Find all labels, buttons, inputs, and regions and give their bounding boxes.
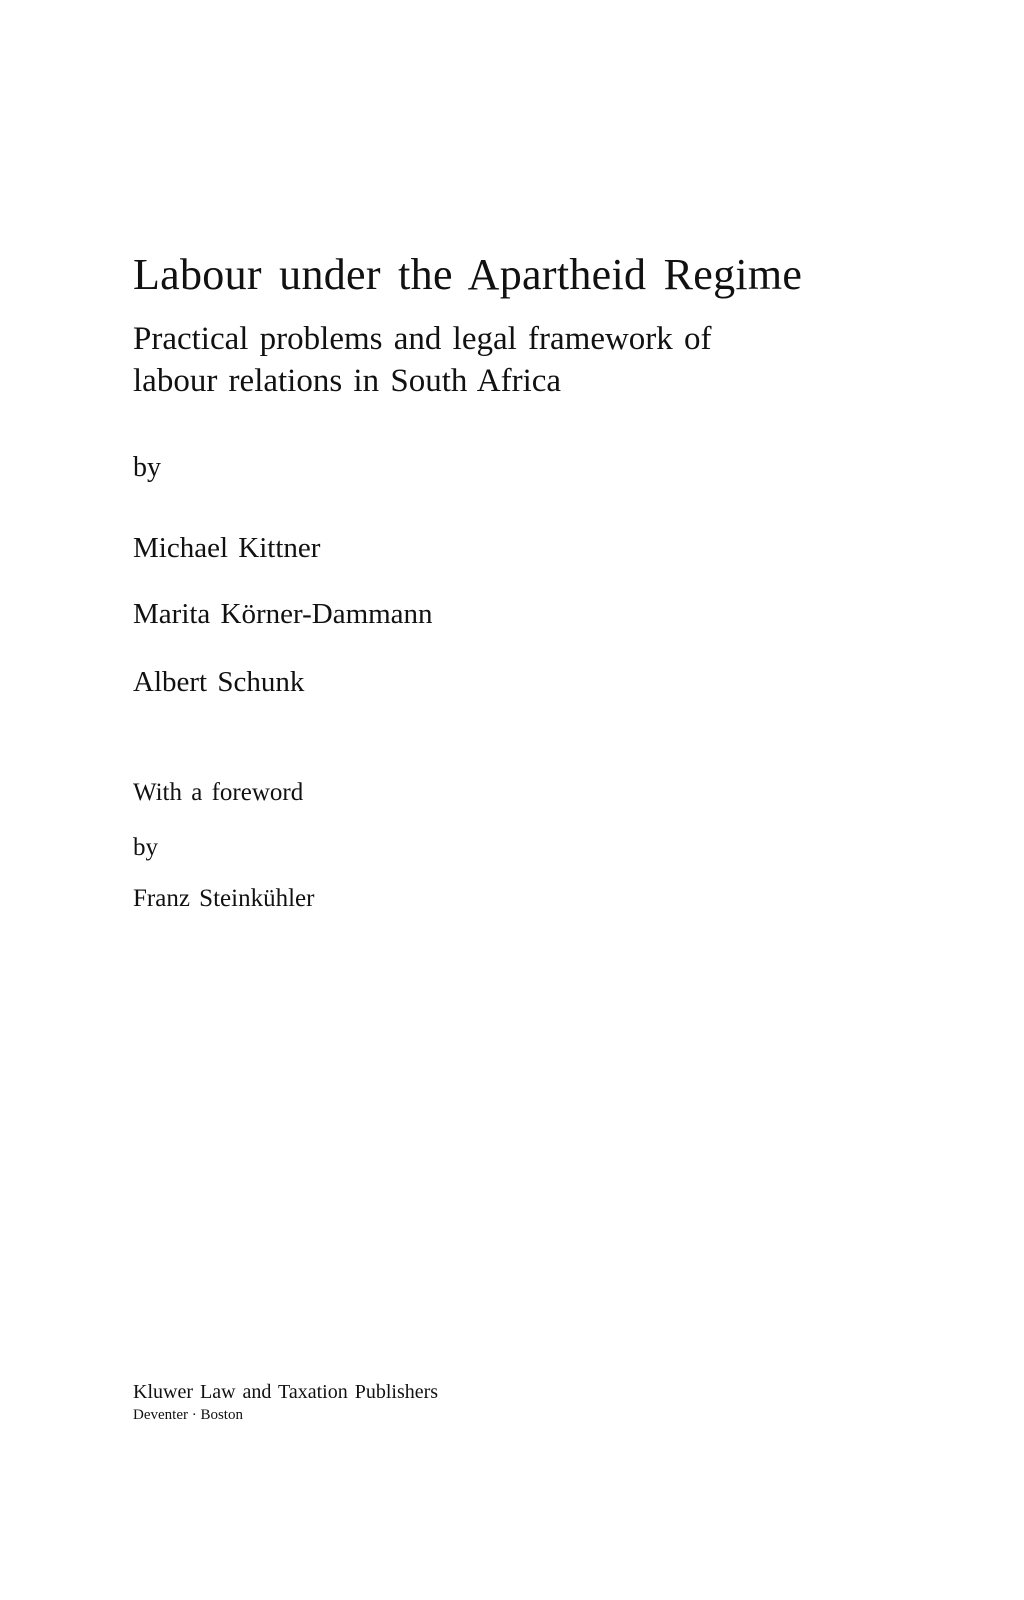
- author-name: Michael Kittner: [133, 532, 321, 564]
- book-subtitle-line-2: labour relations in South Africa: [133, 363, 562, 399]
- foreword-author-name: Franz Steinkühler: [133, 885, 315, 912]
- publisher-places: Deventer · Boston: [133, 1407, 243, 1423]
- publisher-name: Kluwer Law and Taxation Publishers: [133, 1381, 439, 1403]
- book-title: Labour under the Apartheid Regime: [133, 250, 803, 299]
- book-subtitle-line-1: Practical problems and legal framework of: [133, 321, 712, 357]
- foreword-by-label: by: [133, 834, 158, 861]
- foreword-label: With a foreword: [133, 779, 304, 806]
- by-label: by: [133, 452, 161, 483]
- author-name: Marita Körner-Dammann: [133, 598, 433, 630]
- author-name: Albert Schunk: [133, 666, 305, 698]
